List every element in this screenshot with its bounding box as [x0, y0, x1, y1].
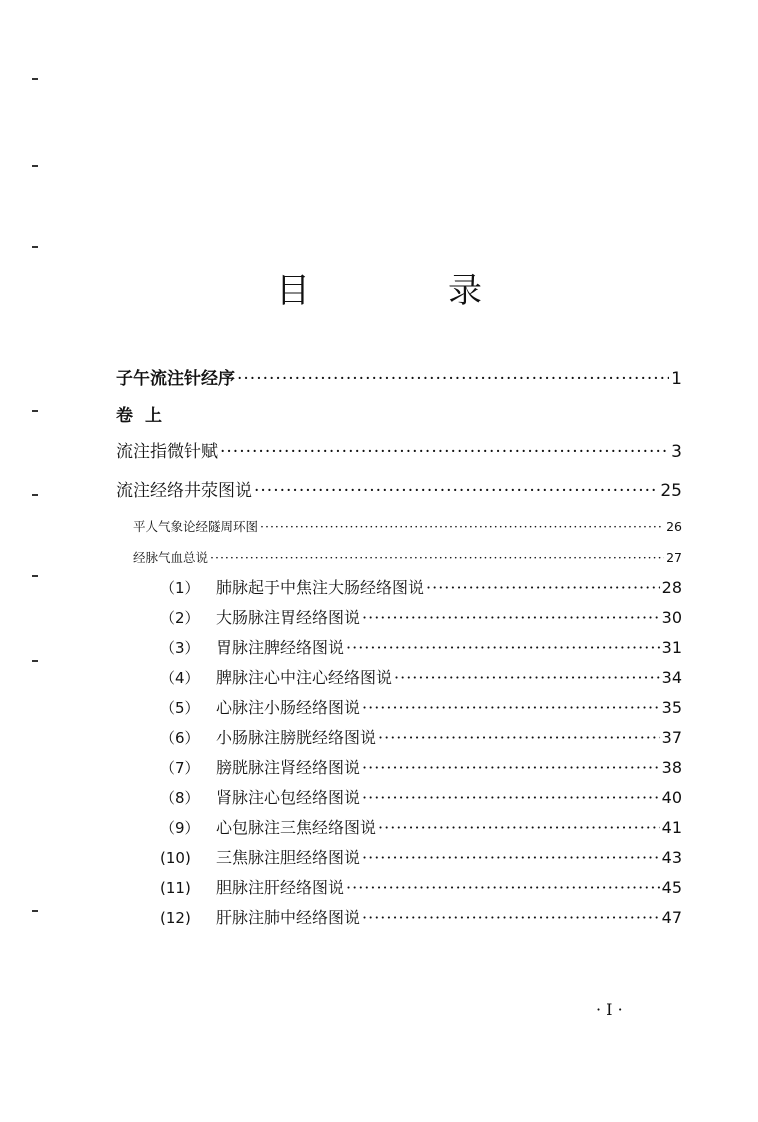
toc-entry-page: 3	[671, 442, 682, 462]
toc-entry[interactable]	[116, 433, 682, 472]
toc-entry-label: 流注经络井荥图说	[116, 481, 252, 501]
margin-speck	[32, 410, 38, 412]
toc-entry-page: 38	[661, 758, 682, 777]
leader-dots	[362, 903, 660, 933]
toc-entry-label: 心包脉注三焦经络图说	[216, 818, 377, 837]
toc-entry-label: 平人气象论经隧周环图	[133, 519, 259, 534]
toc-entry-page: 35	[661, 698, 682, 717]
chapter-number: （1）	[160, 579, 200, 597]
toc-entry-page: 43	[661, 848, 682, 867]
toc-entry-label: 经脉气血总说	[133, 550, 209, 565]
leader-dots	[426, 573, 660, 603]
toc-chapter[interactable]	[116, 603, 682, 633]
leader-dots	[362, 843, 660, 873]
margin-speck	[32, 165, 38, 167]
toc-entry-page: 34	[661, 668, 682, 687]
toc-chapter[interactable]	[116, 783, 682, 813]
chapter-number: (11)	[160, 879, 191, 897]
toc-subentry[interactable]	[116, 511, 682, 542]
toc-entry-label: 肝脉注肺中经络图说	[216, 908, 361, 927]
toc-entry-page: 30	[661, 608, 682, 627]
toc-entry-label: 膀胱脉注肾经络图说	[216, 758, 361, 777]
toc-chapter[interactable]	[116, 873, 682, 903]
toc-entry-preface[interactable]	[116, 360, 682, 399]
toc-chapter[interactable]	[116, 723, 682, 753]
toc-entry-page: 27	[666, 550, 682, 565]
margin-speck	[32, 660, 38, 662]
leader-dots	[237, 360, 669, 399]
chapter-number: （4）	[160, 669, 200, 687]
toc-entry[interactable]	[116, 472, 682, 511]
toc-entry-label: 心脉注小肠经络图说	[216, 698, 361, 717]
toc-chapter[interactable]	[116, 693, 682, 723]
toc-entry-page: 45	[661, 878, 682, 897]
toc-chapter[interactable]	[116, 813, 682, 843]
toc-entry-page: 26	[666, 519, 682, 534]
chapter-number: （2）	[160, 609, 200, 627]
toc-chapter[interactable]	[116, 633, 682, 663]
leader-dots	[362, 783, 660, 813]
table-of-contents	[116, 360, 682, 933]
toc-subentry[interactable]	[116, 542, 682, 573]
chapter-number: (12)	[160, 909, 191, 927]
toc-entry-page: 40	[661, 788, 682, 807]
margin-speck	[32, 494, 38, 496]
volume-heading	[116, 399, 682, 433]
toc-entry-label: 肾脉注心包经络图说	[216, 788, 361, 807]
toc-entry-label: 小肠脉注膀胱经络图说	[216, 728, 377, 747]
leader-dots	[254, 472, 658, 511]
toc-chapter[interactable]	[116, 663, 682, 693]
leader-dots	[378, 723, 660, 753]
toc-entry-label: 胃脉注脾经络图说	[216, 638, 345, 657]
toc-entry-label: 胆脉注肝经络图说	[216, 878, 345, 897]
leader-dots	[210, 542, 664, 573]
leader-dots	[362, 753, 660, 783]
chapter-number: （7）	[160, 759, 200, 777]
leader-dots	[362, 603, 660, 633]
leader-dots	[260, 511, 664, 542]
toc-entry-label: 大肠脉注胃经络图说	[216, 608, 361, 627]
leader-dots	[346, 633, 660, 663]
chapter-number: (10)	[160, 849, 191, 867]
toc-chapter[interactable]	[116, 903, 682, 933]
chapter-number: （5）	[160, 699, 200, 717]
toc-chapter[interactable]	[116, 843, 682, 873]
page-number: · I ·	[596, 1000, 623, 1019]
margin-speck	[32, 246, 38, 248]
toc-entry-page: 28	[661, 578, 682, 597]
toc-chapter[interactable]	[116, 573, 682, 603]
volume-heading-label: 卷上	[116, 406, 174, 426]
leader-dots	[394, 663, 660, 693]
leader-dots	[378, 813, 660, 843]
toc-entry-page: 25	[660, 481, 682, 501]
chapter-number: （9）	[160, 819, 200, 837]
chapter-number: （6）	[160, 729, 200, 747]
toc-entry-page: 31	[661, 638, 682, 657]
margin-speck	[32, 575, 38, 577]
toc-entry-label: 脾脉注心中注心经络图说	[216, 668, 393, 687]
toc-entry-page: 47	[661, 908, 682, 927]
toc-entry-page: 37	[661, 728, 682, 747]
leader-dots	[346, 873, 660, 903]
toc-entry-label: 三焦脉注胆经络图说	[216, 848, 361, 867]
leader-dots	[220, 433, 669, 472]
toc-entry-label: 肺脉起于中焦注大肠经络图说	[216, 578, 425, 597]
margin-speck	[32, 78, 38, 80]
page-title: 目 录	[276, 270, 534, 311]
toc-entry-page: 41	[661, 818, 682, 837]
toc-entry-label: 子午流注针经序	[116, 369, 235, 389]
toc-chapter[interactable]	[116, 753, 682, 783]
toc-entry-page: 1	[671, 369, 682, 389]
leader-dots	[362, 693, 660, 723]
margin-speck	[32, 910, 38, 912]
chapter-number: （8）	[160, 789, 200, 807]
chapter-number: （3）	[160, 639, 200, 657]
toc-entry-label: 流注指微针赋	[116, 442, 218, 462]
